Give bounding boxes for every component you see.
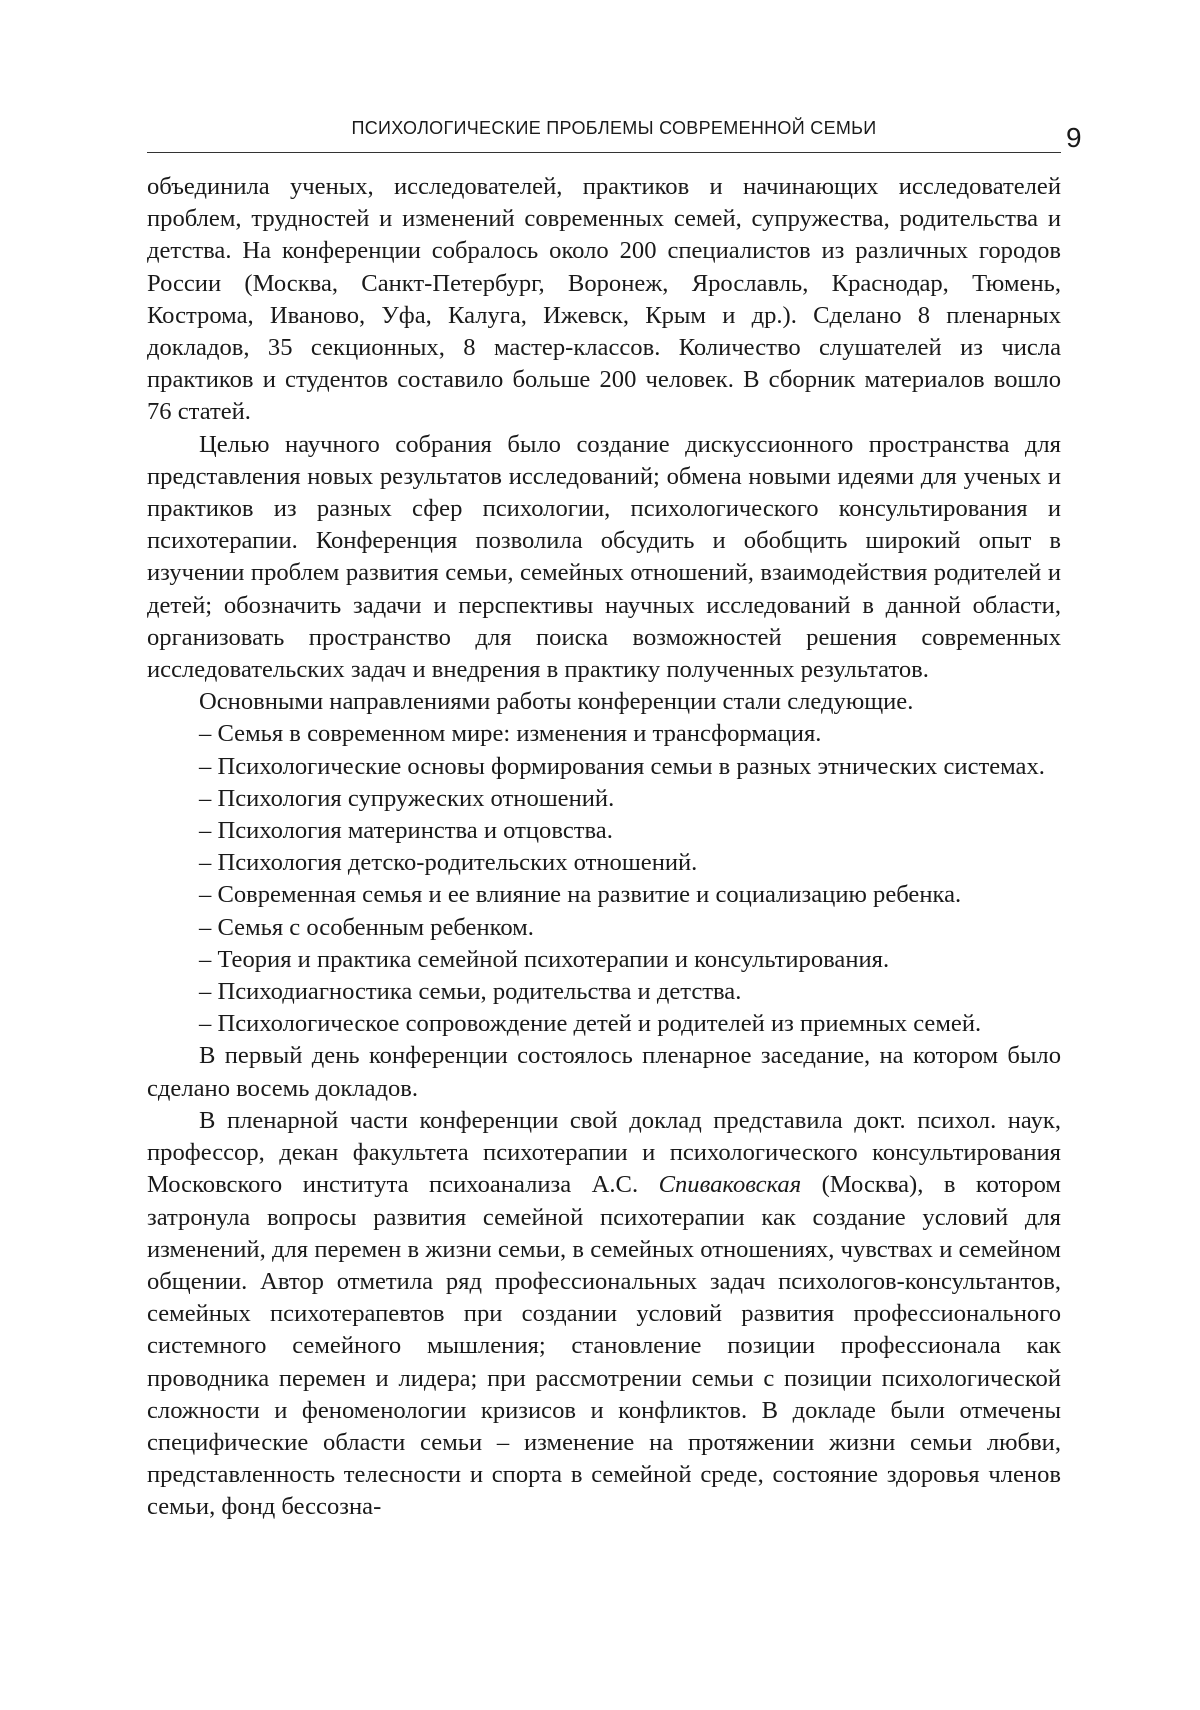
list-item: – Психология детско-родительских отношений. xyxy=(199,849,698,877)
list-item: – Современная семья и ее влияние на развитие и социализацию ребенка. xyxy=(199,881,962,909)
paragraph-5-lead: В пленарной части конференции свой доклад представила докт. психол. наук, профессор, декан факультета психотерапии и психологического консультирования Московского института психоанализа А.С. xyxy=(147,1106,1061,1199)
list-item: – Психологическое сопровождение детей и родителей из приемных семей. xyxy=(199,1010,982,1038)
running-title: ПСИХОЛОГИЧЕСКИЕ ПРОБЛЕМЫ СОВРЕМЕННОЙ СЕМЬИ xyxy=(351,118,877,138)
list-item: – Психология материнства и отцовства. xyxy=(199,817,613,845)
author-name: Спиваковская xyxy=(658,1171,802,1199)
header-rule xyxy=(147,152,1061,153)
list-item: – Психология супружеских отношений. xyxy=(199,784,615,812)
body-text xyxy=(147,171,1061,1524)
paragraph-5-rest: (Москва), в котором затронула вопросы развития семейной психотерапии как создание условий для изменений, для перемен в жизни семьи, в семейных отношениях, чувствах и семейном общении. Автор отметила ряд профессиональных задач психологов-консультантов, семейных психотерапевтов при создании условий развития профессионального системного семейного мышления; становление позиции профессионала как проводника перемен и лидера; при рассмотрении семьи с позиции психологической сложности и феноменологии кризисов и конфликтов. В докладе были отмечены специфические области семьи – изменение на протяжении жизни семьи любви, представленность телесности и спорта в семейной среде, состояние здоровья членов семьи, фонд бессозна- xyxy=(147,1171,1061,1521)
list-item: – Психодиагностика семьи, родительства и детства. xyxy=(199,978,742,1006)
paragraph-3: Основными направлениями работы конференции стали следующие. xyxy=(199,688,914,716)
list-item: – Семья с особенным ребенком. xyxy=(199,913,534,941)
paragraph-5 xyxy=(147,1105,1061,1524)
list-item: – Психологические основы формирования семьи в разных этнических системах. xyxy=(199,752,1045,780)
paragraph-1: объединила ученых, исследователей, практиков и начинающих исследователей проблем, трудностей и изменений современных семей, супружества, родительства и детства. На конференции собралось около 200 специалистов из различных городов России (Москва, Санкт-Петербург, Воронеж, Ярославль, Краснодар, Тюмень, Кострома, Иваново, Уфа, Калуга, Ижевск, Крым и др.). Сделано 8 пленарных докладов, 35 секционных, 8 мастер-классов. Количество слушателей из числа практиков и студентов составило больше 200 человек. В сборник материалов вошло 76 статей. xyxy=(147,173,1061,426)
paragraph-4: В первый день конференции состоялось пленарное заседание, на котором было сделано восемь докладов. xyxy=(147,1042,1061,1102)
list-item: – Семья в современном мире: изменения и трансформация. xyxy=(199,720,822,748)
paragraph-2: Целью научного собрания было создание дискуссионного пространства для представления новых результатов исследований; обмена новыми идеями для ученых и практиков из разных сфер психологии, психологического консультирования и психотерапии. Конференция позволила обсудить и обобщить широкий опыт в изучении проблем развития семьи, семейных отношений, взаимодействия родителей и детей; обозначить задачи и перспективы научных исследований в данной области, организовать пространство для поиска возможностей решения современных исследовательских задач и внедрения в практику полученных результатов. xyxy=(147,430,1061,684)
list-item: – Теория и практика семейной психотерапии и консультирования. xyxy=(199,945,890,973)
page-number: 9 xyxy=(1066,122,1082,153)
